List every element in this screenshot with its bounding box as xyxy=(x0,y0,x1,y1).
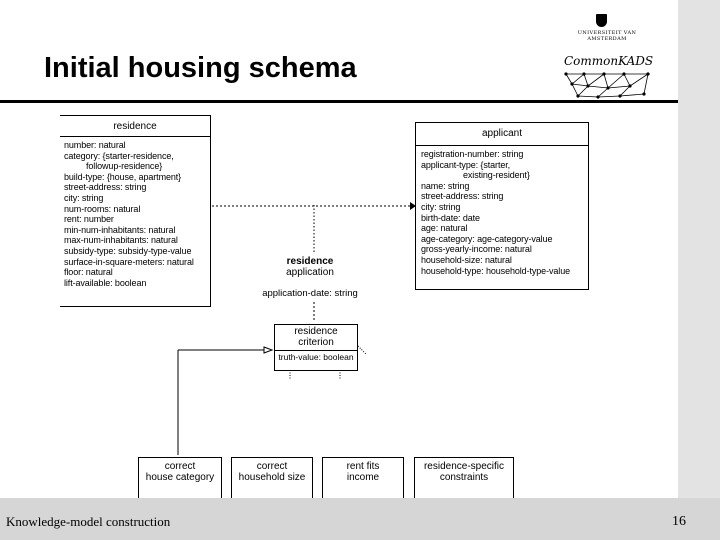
subclass-label xyxy=(415,458,513,483)
subclass-rent-fits-income xyxy=(322,457,404,498)
criterion-bottom-mark xyxy=(290,370,340,380)
application-class-name: residence xyxy=(286,256,334,267)
application-class-subtitle: application xyxy=(286,267,334,278)
residence-application-class xyxy=(255,256,365,299)
attribute-item: street-address: string xyxy=(421,191,504,202)
attribute-item: min-num-inhabitants: natural xyxy=(64,224,176,235)
attribute-item: existing-resident} xyxy=(463,170,530,181)
attribute-item: num-rooms: natural xyxy=(64,203,141,214)
attribute-item: age-category: age-category-value xyxy=(421,233,553,244)
criterion-class-name xyxy=(275,325,357,351)
subclass-label-line1: residence-specific xyxy=(423,461,505,472)
attribute-item: birth-date: date xyxy=(421,212,480,223)
criterion-attribute: truth-value: boolean xyxy=(278,352,354,362)
logo-university-name: UNIVERSITEIT VAN AMSTERDAM xyxy=(577,30,637,42)
criterion-name-line2: criterion xyxy=(298,337,334,348)
attribute-item: age: natural xyxy=(421,223,468,234)
criterion-name-line1: residence xyxy=(294,326,338,337)
generalization-arrow-icon xyxy=(264,347,272,353)
subclass-correct-house-category xyxy=(138,457,222,498)
subclass-label-line2: income xyxy=(346,472,380,483)
slide-title: Initial housing schema xyxy=(44,52,357,84)
attribute-item: lift-available: boolean xyxy=(64,277,147,288)
subclass-label xyxy=(139,458,221,483)
attribute-item: rent: number xyxy=(64,214,114,225)
page-number: 16 xyxy=(672,514,686,529)
subclass-residence-specific-constraints xyxy=(414,457,514,498)
attribute-item: applicant-type: {starter, xyxy=(421,159,511,170)
attribute-item: household-size: natural xyxy=(421,254,512,265)
residence-criterion-box xyxy=(274,324,358,371)
applicant-attribute-list xyxy=(416,146,588,276)
attribute-item: subsidy-type: subsidy-type-value xyxy=(64,245,192,256)
applicant-class-name: applicant xyxy=(416,123,588,146)
subclass-label xyxy=(323,458,403,483)
subclass-label-line1: rent fits xyxy=(346,461,380,472)
attribute-item: registration-number: string xyxy=(421,149,524,159)
subclass-label-line2: house category xyxy=(145,472,215,483)
attribute-item: category: {starter-residence, xyxy=(64,150,174,161)
attribute-item: street-address: string xyxy=(64,182,147,193)
attribute-item: household-type: household-type-value xyxy=(421,265,571,276)
footer-text: Knowledge-model construction xyxy=(6,514,171,529)
attribute-item: build-type: {house, apartment} xyxy=(64,171,182,182)
subclass-label-line1: correct xyxy=(256,461,288,472)
criterion-side-mark xyxy=(358,346,366,354)
logo-commonkads: CommonKADS xyxy=(564,54,654,68)
residence-attribute-list xyxy=(60,137,210,288)
subclass-label xyxy=(232,458,312,483)
attribute-item: max-num-inhabitants: natural xyxy=(64,235,178,246)
subclass-label-line2: constraints xyxy=(439,472,489,483)
attribute-item: city: string xyxy=(421,201,461,212)
attribute-item: followup-residence} xyxy=(86,161,163,172)
attribute-item: number: natural xyxy=(64,140,126,150)
applicant-class-box xyxy=(415,122,589,290)
subclass-correct-household-size xyxy=(231,457,313,498)
residence-class-box xyxy=(60,115,211,307)
attribute-item: gross-yearly-income: natural xyxy=(421,244,532,255)
residence-class-name: residence xyxy=(60,116,210,137)
application-attribute: application-date: string xyxy=(262,288,358,299)
subclass-label-line1: correct xyxy=(164,461,196,472)
attribute-item: surface-in-square-meters: natural xyxy=(64,256,194,267)
attribute-item: floor: natural xyxy=(64,267,113,278)
subclass-label-line2: household size xyxy=(238,472,306,483)
attribute-item: name: string xyxy=(421,180,470,191)
attribute-item: city: string xyxy=(64,192,104,203)
